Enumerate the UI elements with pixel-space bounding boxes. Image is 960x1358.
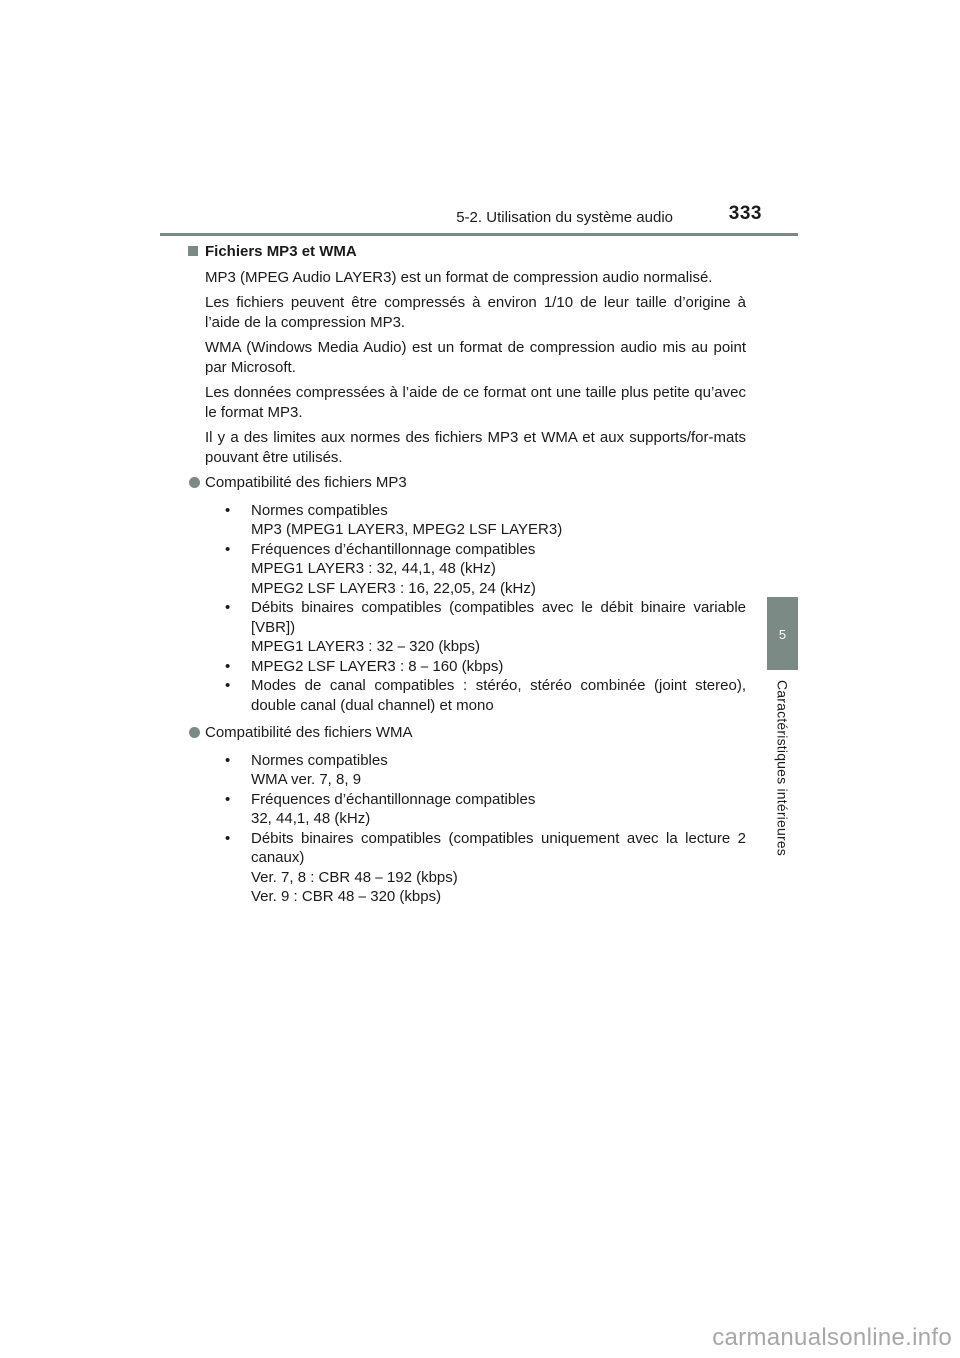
bullet-icon: • — [225, 829, 231, 847]
list-line: Normes compatibles — [251, 751, 388, 769]
header-rule — [160, 233, 798, 236]
bullet-icon: • — [225, 790, 231, 808]
list-line: Normes compatibles — [251, 501, 388, 519]
list-line: 32, 44,1, 48 (kHz) — [251, 810, 371, 827]
wma-list — [205, 751, 746, 907]
list-line: MPEG2 LSF LAYER3 : 16, 22,05, 24 (kHz) — [251, 579, 536, 597]
list-line: Ver. 9 : CBR 48 ⎯ 320 (kbps) — [251, 888, 442, 905]
circle-bullet-icon — [189, 727, 200, 738]
wma-subheading-text: Compatibilité des fichiers WMA — [205, 724, 413, 741]
list-line: Débits binaires compatibles (compatibles uniquement avec la lecture 2 canaux) — [251, 829, 746, 866]
page-number: 333 — [728, 203, 762, 224]
paragraph: Les fichiers peuvent être compressés à environ 1/10 de leur taille d’origine à l’aide de la compression MP3. — [205, 294, 746, 331]
chapter-tab-number: 5 — [778, 627, 787, 642]
list-item — [225, 540, 746, 599]
chapter-tab-label: Caractéristiques intérieures — [774, 680, 791, 857]
paragraph: Il y a des limites aux normes des fichiers MP3 et WMA et aux supports/for-mats pouvant être utilisés. — [205, 429, 746, 466]
list-line: MPEG2 LSF LAYER3 : 8 ⎯ 160 (kbps) — [251, 657, 504, 675]
list-item — [225, 676, 746, 715]
list-item — [225, 657, 746, 677]
list-line: Fréquences d’échantillonnage compatibles — [251, 540, 536, 558]
list-line: Fréquences d’échantillonnage compatibles — [251, 790, 536, 808]
watermark: carmanualsonline.info — [712, 1324, 952, 1351]
page-content — [205, 242, 746, 915]
paragraph: WMA (Windows Media Audio) est un format de compression audio mis au point par Microsoft. — [205, 339, 746, 376]
mp3-subheading — [205, 473, 746, 493]
list-line: MPEG1 LAYER3 : 32, 44,1, 48 (kHz) — [251, 560, 496, 577]
list-line: WMA ver. 7, 8, 9 — [251, 771, 362, 788]
section-heading-text: Fichiers MP3 et WMA — [205, 243, 357, 260]
list-line: MP3 (MPEG1 LAYER3, MPEG2 LSF LAYER3) — [251, 521, 563, 538]
list-line: Débits binaires compatibles (compatibles avec le débit binaire variable [VBR]) — [251, 599, 746, 636]
list-item — [225, 501, 746, 540]
paragraph: MP3 (MPEG Audio LAYER3) est un format de compression audio normalisé. — [205, 268, 713, 286]
bullet-icon: • — [225, 540, 231, 558]
square-bullet-icon — [188, 246, 198, 256]
list-item — [225, 790, 746, 829]
chapter-tab — [767, 597, 798, 670]
paragraph: Les données compressées à l’aide de ce format ont une taille plus petite qu’avec le format MP3. — [205, 384, 746, 421]
mp3-list — [205, 501, 746, 716]
bullet-icon: • — [225, 751, 231, 769]
list-item — [225, 751, 746, 790]
section-heading — [205, 242, 746, 262]
running-header: 5-2. Utilisation du système audio — [456, 209, 673, 226]
mp3-subheading-text: Compatibilité des fichiers MP3 — [205, 474, 407, 491]
list-item — [225, 829, 746, 907]
list-line: MPEG1 LAYER3 : 32 ⎯ 320 (kbps) — [251, 638, 480, 655]
list-item — [225, 598, 746, 657]
bullet-icon: • — [225, 677, 231, 694]
bullet-icon: • — [225, 501, 231, 519]
list-line: Modes de canal compatibles : stéréo, stéréo combinée (joint stereo), double canal (dual channel) et mono — [251, 677, 746, 714]
list-line: Ver. 7, 8 : CBR 48 ⎯ 192 (kbps) — [251, 868, 458, 886]
bullet-icon: • — [225, 657, 231, 675]
circle-bullet-icon — [189, 477, 200, 488]
bullet-icon: • — [225, 599, 231, 616]
wma-subheading — [205, 723, 746, 743]
